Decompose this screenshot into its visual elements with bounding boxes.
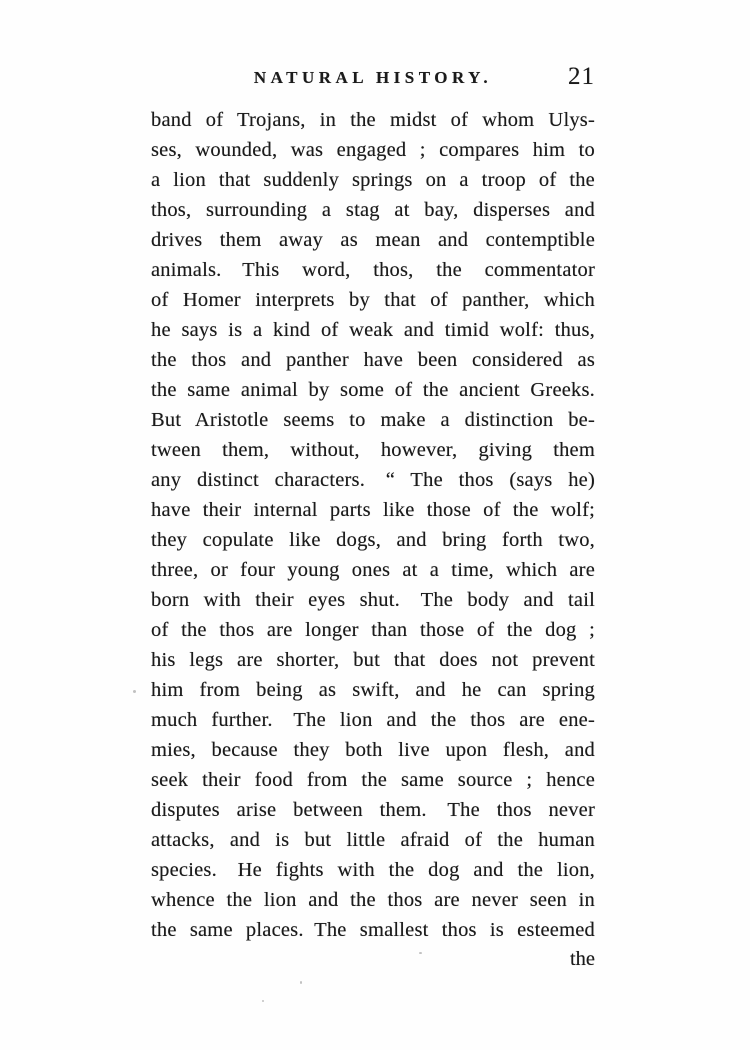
text-line: of the thos are longer than those of the dog ;: [151, 619, 595, 641]
text-line: disputes arise between them. The thos never: [151, 799, 595, 821]
running-title: NATURAL HISTORY.: [253, 68, 493, 87]
text-line: drives them away as mean and contemptible: [151, 229, 595, 251]
text-line: tween them, without, however, giving them: [151, 439, 595, 461]
text-line: seek their food from the same source ; hence: [151, 769, 595, 791]
catchword: the: [569, 948, 595, 970]
text-line: attacks, and is but little afraid of the human: [151, 829, 595, 851]
text-line: animals. This word, thos, the commentator: [151, 259, 595, 281]
text-line: the thos and panther have been considered as: [151, 349, 595, 371]
scan-speck: [419, 952, 422, 954]
text-line: whence the lion and the thos are never seen in: [151, 889, 595, 911]
text-line: he says is a kind of weak and timid wolf: thus,: [151, 319, 595, 341]
text-line: ses, wounded, was engaged ; compares him to: [151, 139, 595, 161]
text-line: mies, because they both live upon flesh, and: [151, 739, 595, 761]
text-line: him from being as swift, and he can spring: [151, 679, 595, 701]
text-line: have their internal parts like those of the wolf;: [151, 499, 595, 521]
text-line: his legs are shorter, but that does not prevent: [151, 649, 595, 671]
scan-speck: [300, 981, 302, 984]
page-number: 21: [568, 63, 595, 90]
text-line: three, or four young ones at a time, which are: [151, 559, 595, 581]
body-text-block: [151, 105, 595, 945]
scan-speck: [133, 690, 136, 693]
text-line: the same animal by some of the ancient Greeks.: [151, 379, 595, 401]
running-head: [151, 63, 595, 91]
text-line: they copulate like dogs, and bring forth two,: [151, 529, 595, 551]
text-line: species. He fights with the dog and the lion,: [151, 859, 595, 881]
text-line: the same places. The smallest thos is esteemed: [151, 919, 595, 941]
text-line: band of Trojans, in the midst of whom Ulys-: [151, 109, 595, 131]
text-line: But Aristotle seems to make a distinction be-: [151, 409, 595, 431]
text-line: of Homer interprets by that of panther, which: [151, 289, 595, 311]
text-line: any distinct characters. “ The thos (says he): [151, 469, 595, 491]
text-line: much further. The lion and the thos are ene-: [151, 709, 595, 731]
text-line: born with their eyes shut. The body and tail: [151, 589, 595, 611]
scan-speck: [262, 1000, 264, 1002]
text-line: thos, surrounding a stag at bay, disperses and: [151, 199, 595, 221]
text-line: a lion that suddenly springs on a troop of the: [151, 169, 595, 191]
